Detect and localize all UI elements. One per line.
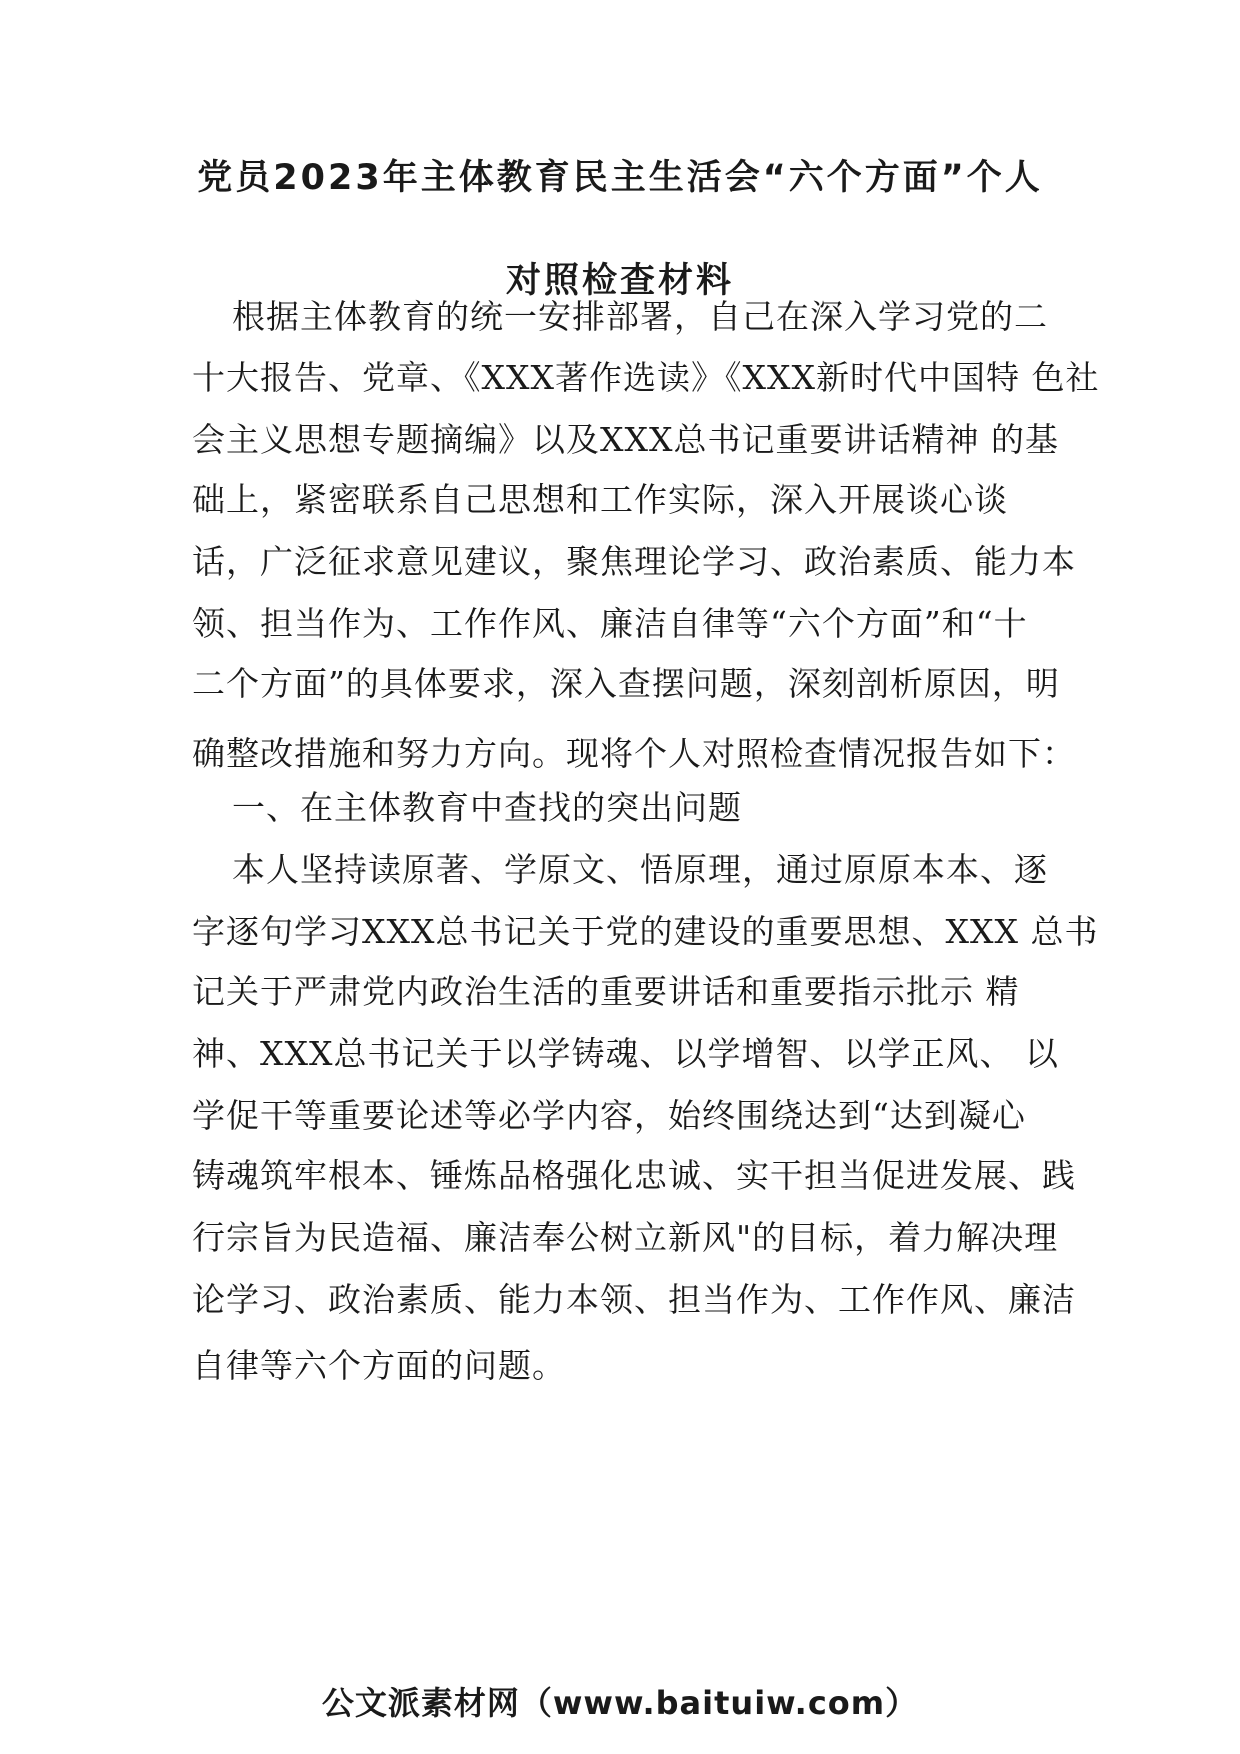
paragraph-2-line: 记关于严肃党内政治生活的重要讲话和重要指示批示 精 bbox=[192, 972, 1020, 1011]
paragraph-2-line: 行宗旨为民造福、廉洁奉公树立新风"的目标，着力解决理 bbox=[192, 1218, 1059, 1257]
paragraph-1-line: 根据主体教育的统一安排部署，自己在深入学习党的二 bbox=[232, 297, 1048, 336]
paragraph-1-line: 话，广泛征求意见建议，聚焦理论学习、政治素质、能力本 bbox=[192, 542, 1076, 581]
paragraph-2-line: 铸魂筑牢根本、锤炼品格强化忠诚、实干担当促进发展、践 bbox=[192, 1156, 1076, 1195]
paragraph-1-line: 会主义思想专题摘编》以及XXX总书记重要讲话精神 的基 bbox=[192, 420, 1059, 459]
paragraph-2-line: 字逐句学习XXX总书记关于党的建设的重要思想、XXX 总书 bbox=[192, 912, 1099, 951]
paragraph-1-line: 二个方面”的具体要求，深入查摆问题，深刻剖析原因，明 bbox=[192, 664, 1060, 703]
paragraph-1-line: 确整改措施和努力方向。现将个人对照检查情况报告如下： bbox=[192, 734, 1076, 773]
paragraph-1-line: 十大报告、党章、《XXX著作选读》《XXX新时代中国特 色社 bbox=[192, 358, 1100, 397]
paragraph-1-line: 领、担当作为、工作作风、廉洁自律等“六个方面”和“十 bbox=[192, 604, 1028, 643]
paragraph-2-line: 自律等六个方面的问题。 bbox=[192, 1346, 566, 1385]
paragraph-2-line: 本人坚持读原著、学原文、悟原理，通过原原本本、逐 bbox=[232, 850, 1048, 889]
paragraph-2-line: 论学习、政治素质、能力本领、担当作为、工作作风、廉洁 bbox=[192, 1280, 1076, 1319]
document-title-line-1: 党员2023年主体教育民主生活会“六个方面”个人 bbox=[197, 158, 1043, 198]
paragraph-2-line: 神、XXX总书记关于以学铸魂、以学增智、以学正风、 以 bbox=[192, 1034, 1059, 1073]
section-heading: 一、在主体教育中查找的突出问题 bbox=[232, 788, 742, 827]
document-title-line-2: 对照检查材料 bbox=[505, 261, 734, 301]
footer-watermark: 公文派素材网（www.baituiw.com） bbox=[321, 1684, 919, 1722]
paragraph-1-line: 础上，紧密联系自己思想和工作实际，深入开展谈心谈 bbox=[192, 480, 1008, 519]
paragraph-2-line: 学促干等重要论述等必学内容，始终围绕达到“达到凝心 bbox=[192, 1096, 1026, 1135]
